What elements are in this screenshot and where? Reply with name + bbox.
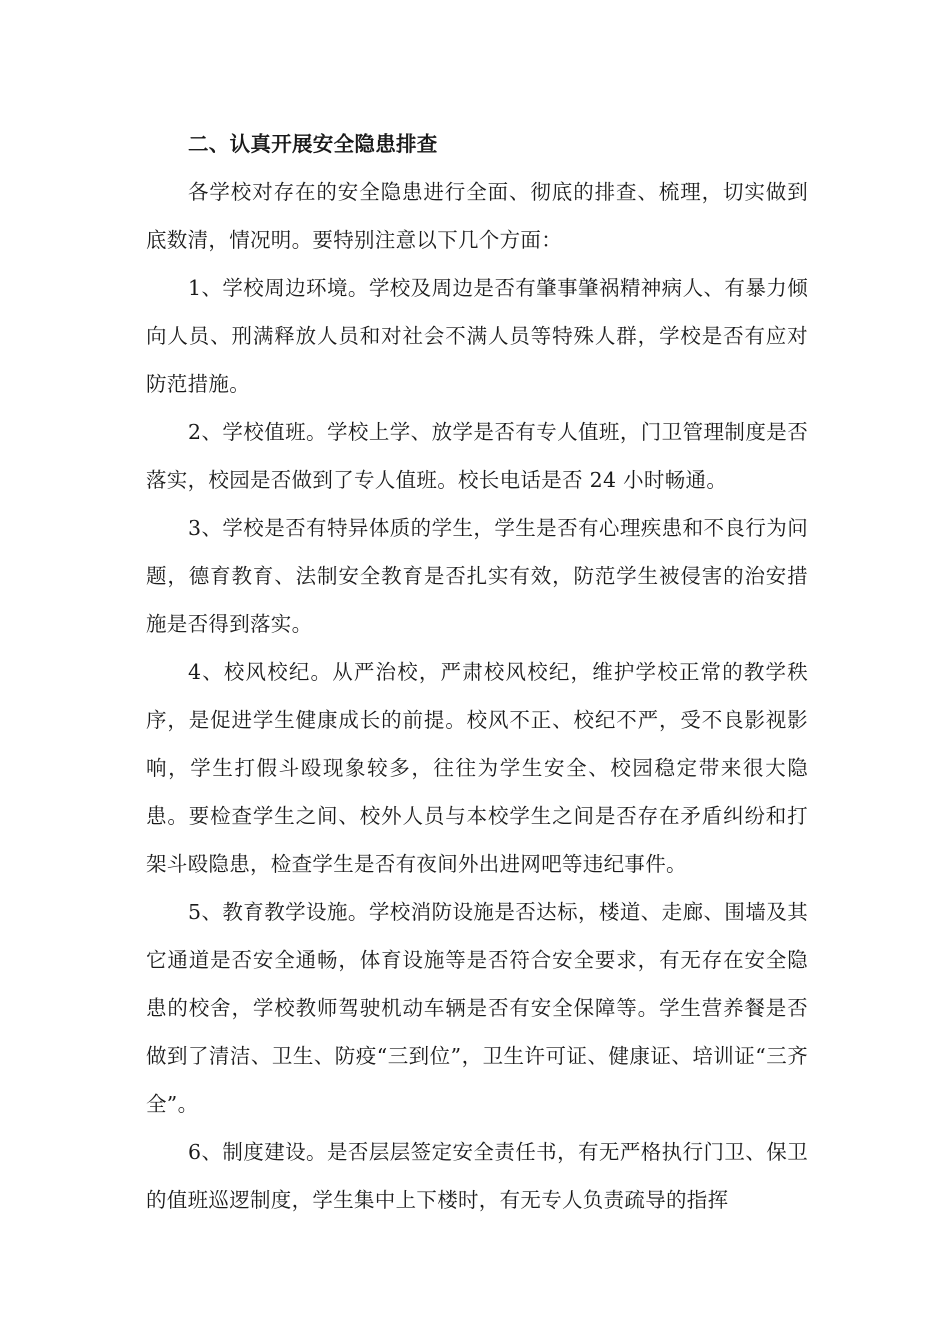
paragraph-special-students: 3、学校是否有特异体质的学生，学生是否有心理疾患和不良行为问题，德育教育、法制安全教育是否扎实有效，防范学生被侵害的治安措施是否得到落实。 [146,516,808,636]
paragraph-system: 6、制度建设。是否层层签定安全责任书，有无严格执行门卫、保卫的值班巡逻制度，学生集中上下楼时，有无专人负责疏导的指挥 [146,1140,808,1212]
paragraph-duty: 2、学校值班。学校上学、放学是否有专人值班，门卫管理制度是否落实，校园是否做到了专人值班。校长电话是否 24 小时畅通。 [146,420,808,492]
section-heading: 二、认真开展安全隐患排查 [188,132,438,156]
paragraph-intro: 各学校对存在的安全隐患进行全面、彻底的排查、梳理，切实做到底数清，情况明。要特别注意以下几个方面： [146,180,808,252]
document-body [146,120,808,1224]
paragraph-discipline: 4、校风校纪。从严治校，严肃校风校纪，维护学校正常的教学秩序，是促进学生健康成长的前提。校风不正、校纪不严，受不良影视影响，学生打假斗殴现象较多，往往为学生安全、校园稳定带来很大隐患。要检查学生之间、校外人员与本校学生之间是否存在矛盾纠纷和打架斗殴隐患，检查学生是否有夜间外出进网吧等违纪事件。 [146,660,808,876]
paragraph-facilities: 5、教育教学设施。学校消防设施是否达标，楼道、走廊、围墙及其它通道是否安全通畅，体育设施等是否符合安全要求，有无存在安全隐患的校舍，学校教师驾驶机动车辆是否有安全保障等。学生营养餐是否做到了清洁、卫生、防疫“三到位”，卫生许可证、健康证、培训证“三齐全”。 [146,900,808,1116]
paragraph-surroundings: 1、学校周边环境。学校及周边是否有肇事肇祸精神病人、有暴力倾向人员、刑满释放人员和对社会不满人员等特殊人群，学校是否有应对防范措施。 [146,276,808,396]
